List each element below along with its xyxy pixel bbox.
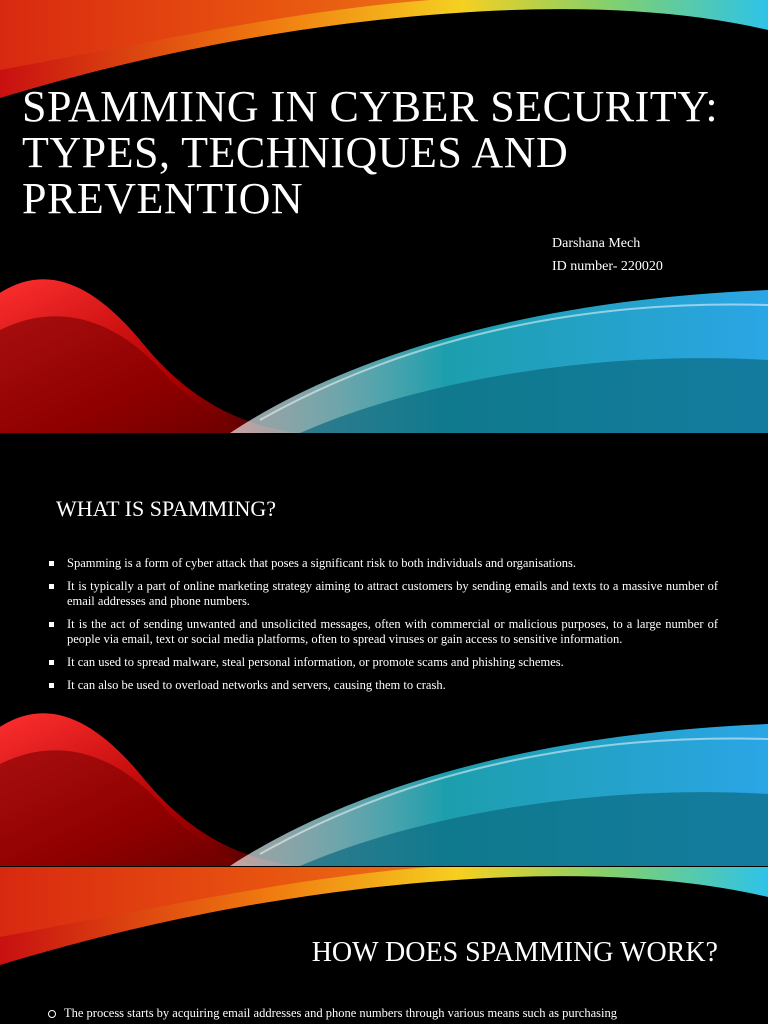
bullet-item: It can also be used to overload networks and servers, causing them to crash.	[48, 678, 718, 693]
slide-how-spamming-works	[0, 867, 768, 1024]
square-bullet-icon	[49, 584, 54, 589]
circle-bullet-icon	[48, 1010, 56, 1018]
bullet-list	[48, 556, 718, 701]
author-block	[552, 232, 663, 278]
slide-what-is-spamming	[0, 434, 768, 866]
bullet-item: It can used to spread malware, steal personal information, or promote scams and phishing schemes.	[48, 655, 718, 670]
square-bullet-icon	[49, 660, 54, 665]
slide-heading: WHAT IS SPAMMING?	[56, 496, 277, 521]
presentation-title: SPAMMING IN CYBER SECURITY: TYPES, TECHNIQUES AND PREVENTION	[22, 82, 719, 223]
slide-title	[0, 0, 768, 433]
bullet-item: The process starts by acquiring email addresses and phone numbers through various means such as purchasing	[48, 1006, 764, 1021]
bullet-item: It is the act of sending unwanted and unsolicited messages, often with commercial or malicious purposes, to a large number of people via email, text or social media platforms, often to spread viruses or gain access to sensitive information.	[48, 617, 718, 647]
author-id: ID number- 220020	[552, 259, 663, 274]
square-bullet-icon	[49, 561, 54, 566]
author-name: Darshana Mech	[552, 236, 641, 251]
bullet-item: It is typically a part of online marketing strategy aiming to attract customers by sending emails and texts to a massive number of email addresses and phone numbers.	[48, 579, 718, 609]
square-bullet-icon	[49, 683, 54, 688]
square-bullet-icon	[49, 622, 54, 627]
slide-heading: HOW DOES SPAMMING WORK?	[311, 937, 718, 968]
bullet-item: Spamming is a form of cyber attack that poses a significant risk to both individuals and organisations.	[48, 556, 718, 571]
